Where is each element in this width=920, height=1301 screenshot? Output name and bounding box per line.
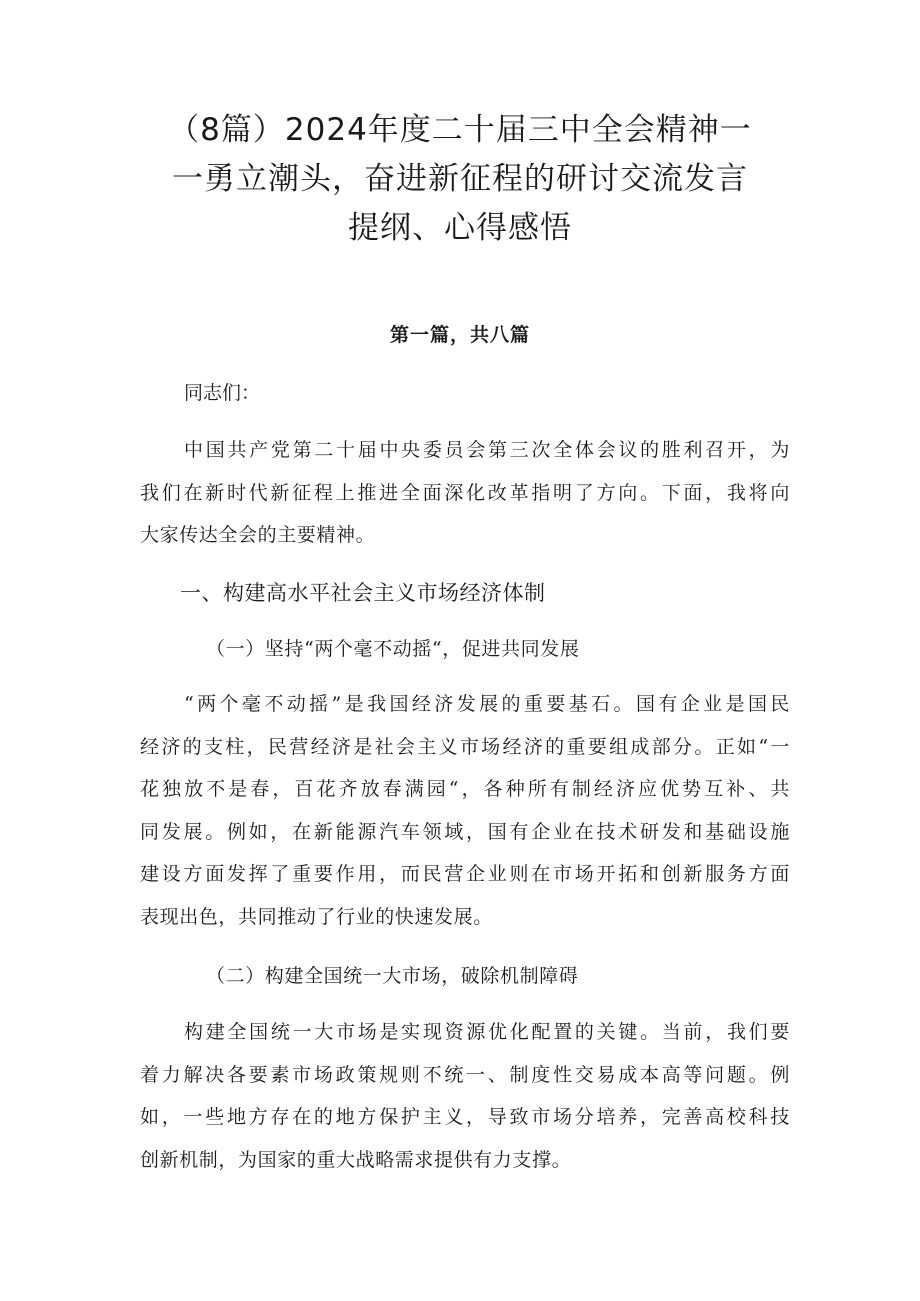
body-paragraph — [140, 683, 790, 938]
paragraph-line: 创新机制，为国家的重大战略需求提供有力支撑。 — [140, 1148, 572, 1171]
paragraph-line: 我们在新时代新征程上推进全面深化改革指明了方向。下面，我将向 — [140, 481, 790, 504]
title-line: （8篇）2024年度二十届三中全会精神一 — [168, 112, 752, 148]
paragraph-line: 同发展。例如，在新能源汽车领域，国有企业在技术研发和基础设施 — [140, 820, 790, 843]
heading-level-1: 一、构建高水平社会主义市场经济体制 — [180, 581, 546, 605]
subheading: （二）构建全国统一大市场，破除机制障碍 — [206, 965, 579, 987]
paragraph-line: 表现出色，共同推动了行业的快速发展。 — [140, 905, 493, 928]
paragraph-line: 如，一些地方存在的地方保护主义，导致市场分培养，完善高校科技 — [140, 1106, 790, 1128]
section-heading: 第一篇，共八篇 — [389, 324, 530, 346]
paragraph-line: 构建全国统一大市场是实现资源优化配置的关键。当前，我们要 — [184, 1021, 790, 1043]
paragraph-line: 建设方面发挥了重要作用，而民营企业则在市场开拓和创新服务方面 — [140, 863, 790, 885]
paragraph-line: 经济的支柱，民营经济是社会主义市场经济的重要组成部分。正如“一 — [140, 735, 790, 758]
intro-paragraph — [140, 429, 790, 557]
title-line: 提纲、心得感悟 — [348, 210, 572, 246]
document-title — [130, 106, 790, 253]
paragraph-line: “两个毫不动摇”是我国经济发展的重要基石。国有企业是国民 — [184, 693, 790, 715]
paragraph-line: 花独放不是春，百花齐放春满园“，各种所有制经济应优势互补、共 — [140, 778, 790, 800]
subheading: （一）坚持“两个毫不动摇“，促进共同发展 — [206, 638, 580, 660]
title-line: 一勇立潮头，奋进新征程的研讨交流发言 — [172, 161, 748, 197]
greeting: 同志们： — [184, 382, 261, 404]
body-paragraph — [140, 1011, 790, 1181]
paragraph-line: 着力解决各要素市场政策规则不统一、制度性交易成本高等问题。例 — [140, 1063, 790, 1086]
paragraph-line: 中国共产党第二十届中央委员会第三次全体会议的胜利召开，为 — [184, 439, 790, 461]
paragraph-line: 大家传达全会的主要精神。 — [140, 524, 376, 546]
